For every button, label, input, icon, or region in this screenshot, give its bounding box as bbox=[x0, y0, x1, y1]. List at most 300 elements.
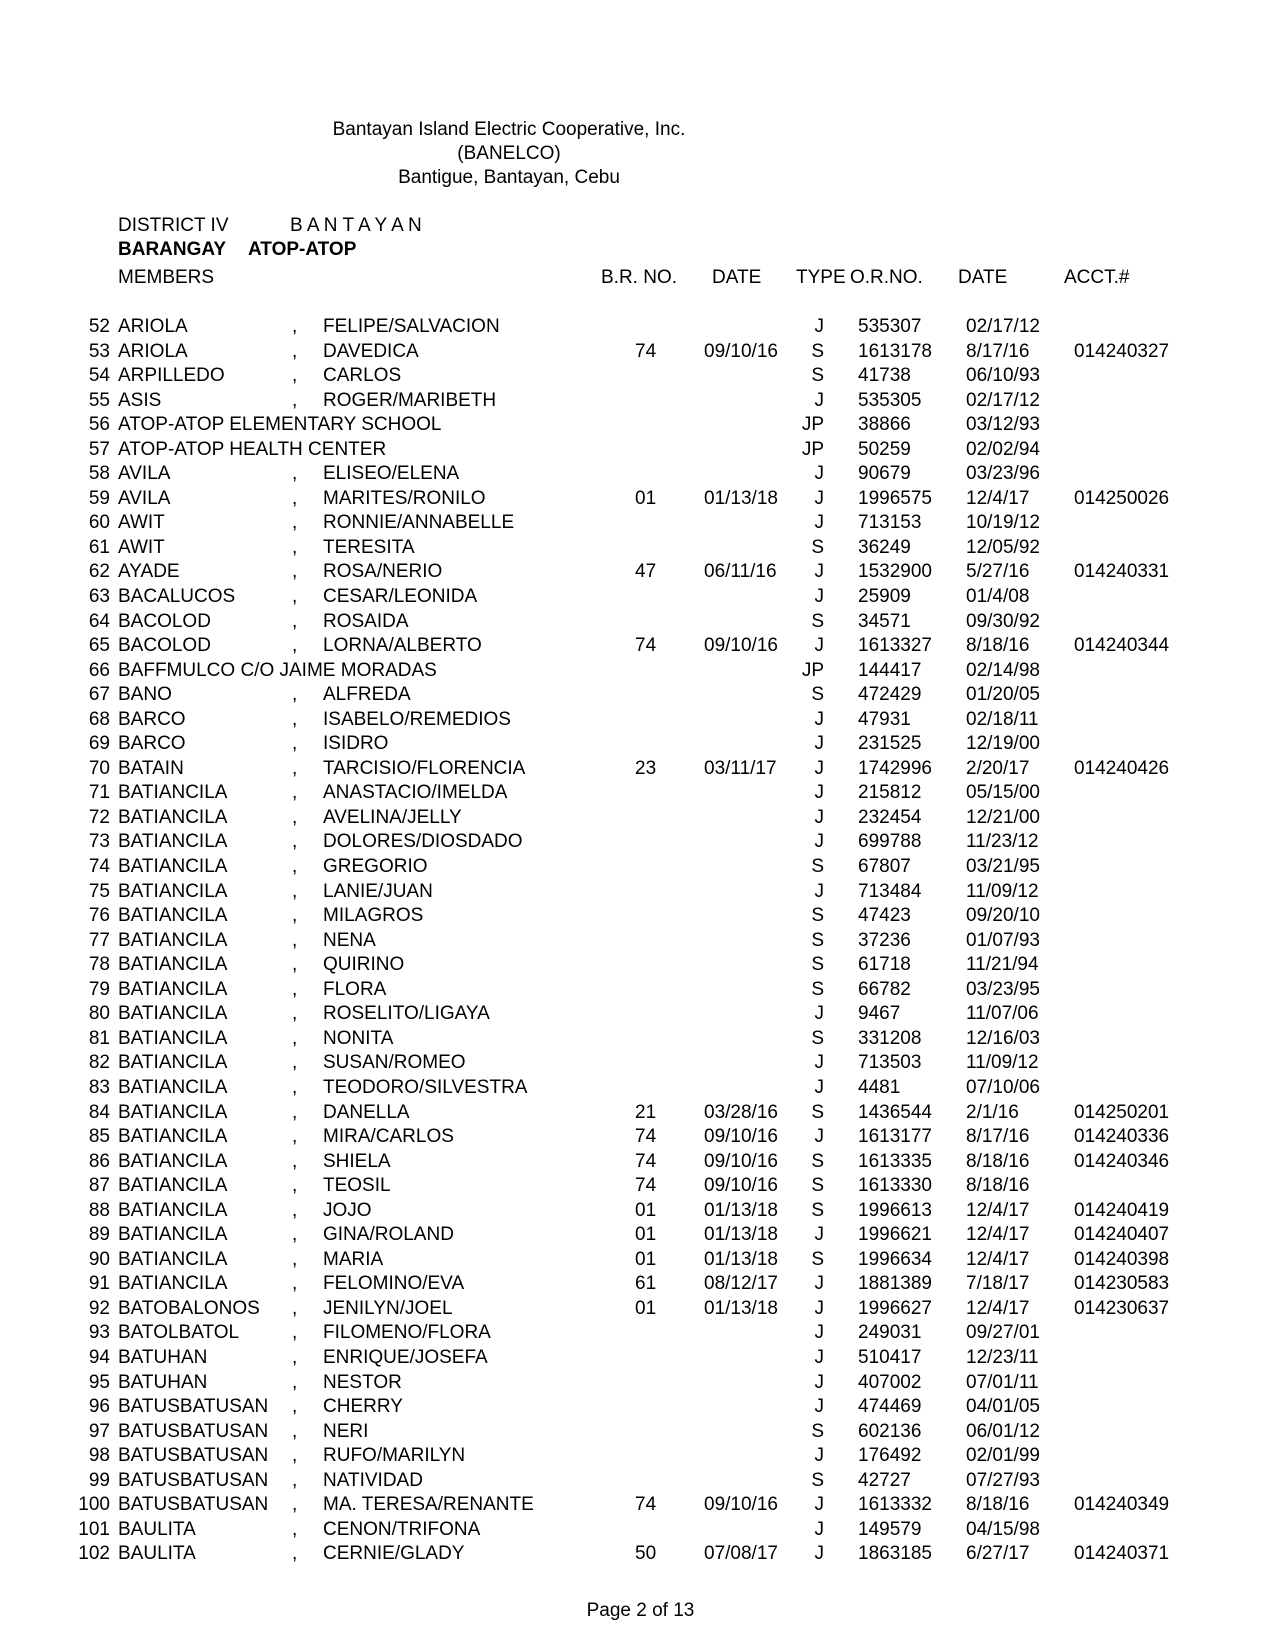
member-number: 86 bbox=[88, 1150, 110, 1172]
membership-type: S bbox=[811, 978, 824, 1000]
table-row bbox=[0, 1542, 1275, 1567]
table-row bbox=[0, 1199, 1275, 1224]
table-row bbox=[0, 708, 1275, 733]
account-number: 014240344 bbox=[1074, 635, 1170, 657]
member-last-name: BAFFMULCO C/O JAIME MORADAS bbox=[118, 659, 437, 681]
table-row bbox=[0, 732, 1275, 757]
membership-type: J bbox=[814, 880, 824, 902]
or-date: 02/02/94 bbox=[966, 438, 1040, 460]
membership-type: S bbox=[811, 610, 824, 632]
member-first-name: CHERRY bbox=[323, 1396, 403, 1418]
or-number: 67807 bbox=[858, 856, 911, 878]
account-number: 014240419 bbox=[1074, 1199, 1170, 1221]
membership-type: S bbox=[811, 1101, 824, 1123]
account-number: 014240426 bbox=[1074, 757, 1170, 779]
membership-type: S bbox=[811, 365, 824, 387]
member-last-name: BATIANCILA bbox=[118, 978, 228, 1000]
or-date: 12/19/00 bbox=[966, 733, 1040, 755]
br-number: 74 bbox=[635, 1175, 657, 1197]
name-separator: , bbox=[292, 536, 298, 558]
member-last-name: BATUHAN bbox=[118, 1371, 208, 1393]
name-separator: , bbox=[292, 978, 298, 1000]
member-number: 101 bbox=[78, 1518, 110, 1540]
membership-type: J bbox=[814, 1445, 824, 1467]
member-first-name: TEOSIL bbox=[323, 1175, 391, 1197]
membership-type: JP bbox=[801, 438, 824, 460]
or-number: 535307 bbox=[858, 316, 922, 337]
member-number: 100 bbox=[78, 1494, 110, 1516]
or-date: 11/09/12 bbox=[966, 880, 1039, 902]
br-number: 01 bbox=[635, 1297, 657, 1319]
district-label: DISTRICT IV bbox=[118, 215, 229, 236]
name-separator: , bbox=[292, 610, 298, 632]
col-type: TYPE bbox=[796, 267, 846, 288]
or-date: 03/23/95 bbox=[966, 978, 1040, 1000]
member-last-name: BATIANCILA bbox=[118, 1126, 228, 1148]
member-last-name: BATIANCILA bbox=[118, 1027, 228, 1049]
member-last-name: BATIANCILA bbox=[118, 905, 228, 927]
table-row bbox=[0, 1272, 1275, 1297]
membership-type: S bbox=[811, 340, 824, 362]
member-number: 78 bbox=[88, 954, 110, 976]
name-separator: , bbox=[292, 1076, 298, 1098]
member-number: 94 bbox=[88, 1346, 110, 1368]
table-row bbox=[0, 413, 1275, 438]
name-separator: , bbox=[292, 1126, 298, 1148]
org-abbr: (BANELCO) bbox=[457, 143, 561, 164]
or-number: 61718 bbox=[858, 954, 911, 976]
membership-type: J bbox=[814, 635, 824, 657]
membership-type: J bbox=[814, 1371, 824, 1393]
membership-type: J bbox=[814, 1396, 824, 1418]
or-number: 1613330 bbox=[858, 1175, 932, 1197]
or-date: 05/15/00 bbox=[966, 782, 1040, 804]
or-number: 472429 bbox=[858, 684, 922, 706]
member-number: 65 bbox=[88, 635, 110, 657]
br-number: 01 bbox=[635, 487, 657, 509]
name-separator: , bbox=[292, 806, 298, 828]
member-first-name: FILOMENO/FLORA bbox=[323, 1322, 491, 1344]
or-number: 1613327 bbox=[858, 635, 932, 657]
member-last-name: BATIANCILA bbox=[118, 806, 228, 828]
table-row bbox=[0, 659, 1275, 684]
or-date: 02/18/11 bbox=[966, 708, 1039, 730]
membership-type: J bbox=[814, 1518, 824, 1540]
membership-type: S bbox=[811, 1027, 824, 1049]
member-number: 67 bbox=[88, 684, 110, 706]
br-number: 61 bbox=[635, 1273, 657, 1295]
member-number: 63 bbox=[88, 586, 110, 608]
or-number: 232454 bbox=[858, 806, 922, 828]
member-first-name: SHIELA bbox=[323, 1150, 391, 1172]
member-first-name: NONITA bbox=[323, 1027, 394, 1049]
member-first-name: TERESITA bbox=[323, 536, 415, 558]
membership-type: J bbox=[814, 1003, 824, 1025]
table-row bbox=[0, 1002, 1275, 1027]
member-first-name: LORNA/ALBERTO bbox=[323, 635, 482, 657]
member-first-name: JOJO bbox=[323, 1199, 372, 1221]
account-number: 014240407 bbox=[1074, 1224, 1170, 1246]
name-separator: , bbox=[292, 561, 298, 583]
br-date: 09/10/16 bbox=[704, 1150, 778, 1172]
membership-type: J bbox=[814, 1543, 824, 1565]
member-last-name: BATUHAN bbox=[118, 1346, 208, 1368]
or-date: 02/01/99 bbox=[966, 1445, 1040, 1467]
or-date: 02/14/98 bbox=[966, 659, 1040, 681]
account-number: 014240336 bbox=[1074, 1126, 1170, 1148]
member-first-name: TARCISIO/FLORENCIA bbox=[323, 757, 526, 779]
member-last-name: BATAIN bbox=[118, 757, 184, 779]
table-row bbox=[0, 929, 1275, 954]
membership-type: J bbox=[814, 733, 824, 755]
or-date: 12/4/17 bbox=[966, 1224, 1030, 1246]
name-separator: , bbox=[292, 1396, 298, 1418]
member-first-name: CARLOS bbox=[323, 365, 402, 387]
member-last-name: ARPILLEDO bbox=[118, 365, 225, 387]
br-date: 08/12/17 bbox=[704, 1273, 778, 1295]
member-last-name: AYADE bbox=[118, 561, 180, 583]
table-row bbox=[0, 1469, 1275, 1494]
member-first-name: GINA/ROLAND bbox=[323, 1224, 454, 1246]
or-date: 6/27/17 bbox=[966, 1543, 1030, 1565]
br-number: 74 bbox=[635, 1126, 657, 1148]
account-number: 014240327 bbox=[1074, 340, 1170, 362]
name-separator: , bbox=[292, 856, 298, 878]
or-date: 8/18/16 bbox=[966, 1150, 1030, 1172]
or-number: 1613335 bbox=[858, 1150, 932, 1172]
member-first-name: MIRA/CARLOS bbox=[323, 1126, 454, 1148]
member-first-name: DAVEDICA bbox=[323, 340, 419, 362]
table-row bbox=[0, 1150, 1275, 1175]
or-number: 144417 bbox=[858, 659, 922, 681]
table-row bbox=[0, 953, 1275, 978]
name-separator: , bbox=[292, 1175, 298, 1197]
member-last-name: BATOLBATOL bbox=[118, 1322, 240, 1344]
or-date: 01/20/05 bbox=[966, 684, 1040, 706]
or-number: 215812 bbox=[858, 782, 922, 804]
table-row bbox=[0, 340, 1275, 365]
member-first-name: CERNIE/GLADY bbox=[323, 1543, 465, 1565]
br-date: 09/10/16 bbox=[704, 635, 778, 657]
name-separator: , bbox=[292, 487, 298, 509]
member-first-name: TEODORO/SILVESTRA bbox=[323, 1076, 528, 1098]
or-number: 47423 bbox=[858, 905, 911, 927]
membership-type: JP bbox=[801, 414, 824, 436]
member-number: 59 bbox=[88, 487, 110, 509]
table-row bbox=[0, 1321, 1275, 1346]
or-number: 331208 bbox=[858, 1027, 922, 1049]
member-first-name: NATIVIDAD bbox=[323, 1469, 423, 1491]
name-separator: , bbox=[292, 1322, 298, 1344]
table-row bbox=[0, 830, 1275, 855]
table-row bbox=[0, 880, 1275, 905]
br-date: 03/11/17 bbox=[704, 757, 777, 779]
member-number: 95 bbox=[88, 1371, 110, 1393]
member-last-name: BATUSBATUSAN bbox=[118, 1396, 269, 1418]
member-last-name: BACOLOD bbox=[118, 610, 211, 632]
member-last-name: BATIANCILA bbox=[118, 1273, 228, 1295]
or-date: 07/10/06 bbox=[966, 1076, 1040, 1098]
member-first-name: NENA bbox=[323, 929, 376, 951]
or-date: 11/23/12 bbox=[966, 831, 1039, 853]
or-date: 5/27/16 bbox=[966, 561, 1030, 583]
member-last-name: BATIANCILA bbox=[118, 929, 228, 951]
member-last-name: BATIANCILA bbox=[118, 1150, 228, 1172]
name-separator: , bbox=[292, 1469, 298, 1491]
member-number: 52 bbox=[88, 316, 110, 337]
member-first-name: MARITES/RONILO bbox=[323, 487, 486, 509]
membership-type: S bbox=[811, 1175, 824, 1197]
member-last-name: BATIANCILA bbox=[118, 1076, 228, 1098]
name-separator: , bbox=[292, 1273, 298, 1295]
or-date: 04/01/05 bbox=[966, 1396, 1040, 1418]
br-number: 21 bbox=[635, 1101, 657, 1123]
or-date: 10/19/12 bbox=[966, 512, 1040, 534]
table-row bbox=[0, 978, 1275, 1003]
table-row bbox=[0, 487, 1275, 512]
member-list bbox=[0, 315, 1275, 1567]
name-separator: , bbox=[292, 586, 298, 608]
membership-type: J bbox=[814, 1052, 824, 1074]
or-date: 11/09/12 bbox=[966, 1052, 1039, 1074]
or-number: 50259 bbox=[858, 438, 911, 460]
member-number: 64 bbox=[88, 610, 110, 632]
or-number: 535305 bbox=[858, 389, 922, 411]
member-first-name: MA. TERESA/RENANTE bbox=[323, 1494, 534, 1516]
name-separator: , bbox=[292, 365, 298, 387]
membership-type: S bbox=[811, 856, 824, 878]
or-number: 34571 bbox=[858, 610, 911, 632]
or-number: 4481 bbox=[858, 1076, 901, 1098]
table-row bbox=[0, 1444, 1275, 1469]
barangay-label: BARANGAY bbox=[118, 239, 227, 260]
member-first-name: ROSELITO/LIGAYA bbox=[323, 1003, 490, 1025]
table-row bbox=[0, 1248, 1275, 1273]
table-row bbox=[0, 1420, 1275, 1445]
or-number: 36249 bbox=[858, 536, 911, 558]
member-last-name: AWIT bbox=[118, 512, 165, 534]
or-date: 06/10/93 bbox=[966, 365, 1040, 387]
member-last-name: ATOP-ATOP HEALTH CENTER bbox=[118, 438, 387, 460]
name-separator: , bbox=[292, 1371, 298, 1393]
or-number: 42727 bbox=[858, 1469, 911, 1491]
member-last-name: BANO bbox=[118, 684, 172, 706]
or-date: 12/05/92 bbox=[966, 536, 1040, 558]
member-last-name: AVILA bbox=[118, 487, 171, 509]
member-first-name: ROSAIDA bbox=[323, 610, 409, 632]
member-first-name: RONNIE/ANNABELLE bbox=[323, 512, 515, 534]
br-date: 01/13/18 bbox=[704, 1248, 778, 1270]
account-number: 014240331 bbox=[1074, 561, 1170, 583]
membership-type: S bbox=[811, 905, 824, 927]
membership-type: J bbox=[814, 1224, 824, 1246]
member-number: 72 bbox=[88, 806, 110, 828]
name-separator: , bbox=[292, 1420, 298, 1442]
membership-type: J bbox=[814, 1346, 824, 1368]
membership-type: J bbox=[814, 806, 824, 828]
table-row bbox=[0, 536, 1275, 561]
or-date: 12/16/03 bbox=[966, 1027, 1040, 1049]
name-separator: , bbox=[292, 512, 298, 534]
member-first-name: FLORA bbox=[323, 978, 387, 1000]
member-last-name: BATIANCILA bbox=[118, 1248, 228, 1270]
table-row bbox=[0, 462, 1275, 487]
table-row bbox=[0, 560, 1275, 585]
table-row bbox=[0, 1174, 1275, 1199]
or-date: 12/4/17 bbox=[966, 1297, 1030, 1319]
member-first-name: ELISEO/ELENA bbox=[323, 463, 460, 485]
membership-type: JP bbox=[801, 659, 824, 681]
or-date: 09/20/10 bbox=[966, 905, 1040, 927]
br-date: 01/13/18 bbox=[704, 1297, 778, 1319]
member-first-name: AVELINA/JELLY bbox=[323, 806, 462, 828]
or-number: 713484 bbox=[858, 880, 922, 902]
or-number: 1996621 bbox=[858, 1224, 932, 1246]
member-first-name: NERI bbox=[323, 1420, 369, 1442]
or-number: 66782 bbox=[858, 978, 911, 1000]
or-date: 03/12/93 bbox=[966, 414, 1040, 436]
br-number: 01 bbox=[635, 1224, 657, 1246]
col-br-no: B.R. NO. bbox=[601, 267, 678, 288]
table-row bbox=[0, 438, 1275, 463]
member-number: 75 bbox=[88, 880, 110, 902]
member-last-name: BATUSBATUSAN bbox=[118, 1445, 269, 1467]
name-separator: , bbox=[292, 1027, 298, 1049]
member-last-name: BATIANCILA bbox=[118, 782, 228, 804]
member-number: 58 bbox=[88, 463, 110, 485]
member-first-name: LANIE/JUAN bbox=[323, 880, 433, 902]
membership-type: J bbox=[814, 757, 824, 779]
name-separator: , bbox=[292, 880, 298, 902]
member-number: 76 bbox=[88, 905, 110, 927]
membership-type: J bbox=[814, 316, 824, 337]
member-first-name: GREGORIO bbox=[323, 856, 428, 878]
account-number: 014250026 bbox=[1074, 487, 1170, 509]
or-number: 407002 bbox=[858, 1371, 922, 1393]
table-row bbox=[0, 511, 1275, 536]
table-row bbox=[0, 757, 1275, 782]
page-footer bbox=[0, 1600, 1275, 1622]
member-number: 91 bbox=[88, 1273, 110, 1295]
member-first-name: JENILYN/JOEL bbox=[323, 1297, 453, 1319]
membership-type: S bbox=[811, 1248, 824, 1270]
table-row bbox=[0, 683, 1275, 708]
or-number: 1996575 bbox=[858, 487, 932, 509]
membership-type: J bbox=[814, 1322, 824, 1344]
member-last-name: BATIANCILA bbox=[118, 1199, 228, 1221]
table-row bbox=[0, 806, 1275, 831]
member-number: 74 bbox=[88, 856, 110, 878]
membership-type: J bbox=[814, 782, 824, 804]
district-name: B A N T A Y A N bbox=[290, 215, 422, 236]
member-last-name: BACALUCOS bbox=[118, 586, 236, 608]
or-number: 9467 bbox=[858, 1003, 901, 1025]
member-number: 66 bbox=[88, 659, 110, 681]
name-separator: , bbox=[292, 1101, 298, 1123]
member-number: 99 bbox=[88, 1469, 110, 1491]
name-separator: , bbox=[292, 1150, 298, 1172]
member-number: 68 bbox=[88, 708, 110, 730]
table-row bbox=[0, 855, 1275, 880]
table-row bbox=[0, 1051, 1275, 1076]
or-number: 1532900 bbox=[858, 561, 932, 583]
member-first-name: QUIRINO bbox=[323, 954, 405, 976]
membership-type: S bbox=[811, 684, 824, 706]
br-number: 74 bbox=[635, 635, 657, 657]
br-date: 09/10/16 bbox=[704, 340, 778, 362]
member-first-name: RUFO/MARILYN bbox=[323, 1445, 466, 1467]
or-number: 231525 bbox=[858, 733, 922, 755]
member-last-name: BATUSBATUSAN bbox=[118, 1469, 269, 1491]
or-date: 8/17/16 bbox=[966, 1126, 1030, 1148]
member-number: 92 bbox=[88, 1297, 110, 1319]
membership-type: J bbox=[814, 1494, 824, 1516]
or-date: 01/4/08 bbox=[966, 586, 1030, 608]
or-number: 1863185 bbox=[858, 1543, 932, 1565]
table-row bbox=[0, 585, 1275, 610]
member-first-name: CESAR/LEONIDA bbox=[323, 586, 478, 608]
br-date: 01/13/18 bbox=[704, 487, 778, 509]
name-separator: , bbox=[292, 1052, 298, 1074]
account-number: 014240398 bbox=[1074, 1248, 1170, 1270]
or-date: 12/4/17 bbox=[966, 487, 1030, 509]
or-number: 176492 bbox=[858, 1445, 922, 1467]
membership-type: S bbox=[811, 1420, 824, 1442]
member-first-name: ALFREDA bbox=[323, 684, 411, 706]
membership-type: J bbox=[814, 1126, 824, 1148]
or-date: 03/21/95 bbox=[966, 856, 1040, 878]
name-separator: , bbox=[292, 757, 298, 779]
name-separator: , bbox=[292, 782, 298, 804]
member-number: 84 bbox=[88, 1101, 110, 1123]
member-number: 90 bbox=[88, 1248, 110, 1270]
member-last-name: ARIOLA bbox=[118, 340, 188, 362]
table-row bbox=[0, 634, 1275, 659]
member-last-name: BARCO bbox=[118, 708, 186, 730]
account-number: 014240349 bbox=[1074, 1494, 1170, 1516]
name-separator: , bbox=[292, 929, 298, 951]
or-date: 07/27/93 bbox=[966, 1469, 1040, 1491]
member-first-name: NESTOR bbox=[323, 1371, 402, 1393]
col-members: MEMBERS bbox=[118, 267, 215, 288]
account-number: 014250201 bbox=[1074, 1101, 1170, 1123]
or-date: 01/07/93 bbox=[966, 929, 1040, 951]
member-number: 97 bbox=[88, 1420, 110, 1442]
or-date: 8/18/16 bbox=[966, 1175, 1030, 1197]
member-first-name: FELIPE/SALVACION bbox=[323, 316, 500, 337]
br-number: 23 bbox=[635, 757, 657, 779]
member-number: 55 bbox=[88, 389, 110, 411]
member-first-name: CENON/TRIFONA bbox=[323, 1518, 481, 1540]
name-separator: , bbox=[292, 1199, 298, 1221]
member-number: 53 bbox=[88, 340, 110, 362]
membership-type: S bbox=[811, 1150, 824, 1172]
or-date: 8/17/16 bbox=[966, 340, 1030, 362]
or-date: 11/21/94 bbox=[966, 954, 1039, 976]
br-number: 50 bbox=[635, 1543, 657, 1565]
or-number: 713153 bbox=[858, 512, 922, 534]
table-row bbox=[0, 1027, 1275, 1052]
or-date: 8/18/16 bbox=[966, 1494, 1030, 1516]
member-number: 89 bbox=[88, 1224, 110, 1246]
membership-type: J bbox=[814, 1076, 824, 1098]
table-row bbox=[0, 1371, 1275, 1396]
br-number: 01 bbox=[635, 1199, 657, 1221]
or-number: 602136 bbox=[858, 1420, 922, 1442]
br-number: 47 bbox=[635, 561, 657, 583]
or-number: 1996613 bbox=[858, 1199, 932, 1221]
name-separator: , bbox=[292, 954, 298, 976]
